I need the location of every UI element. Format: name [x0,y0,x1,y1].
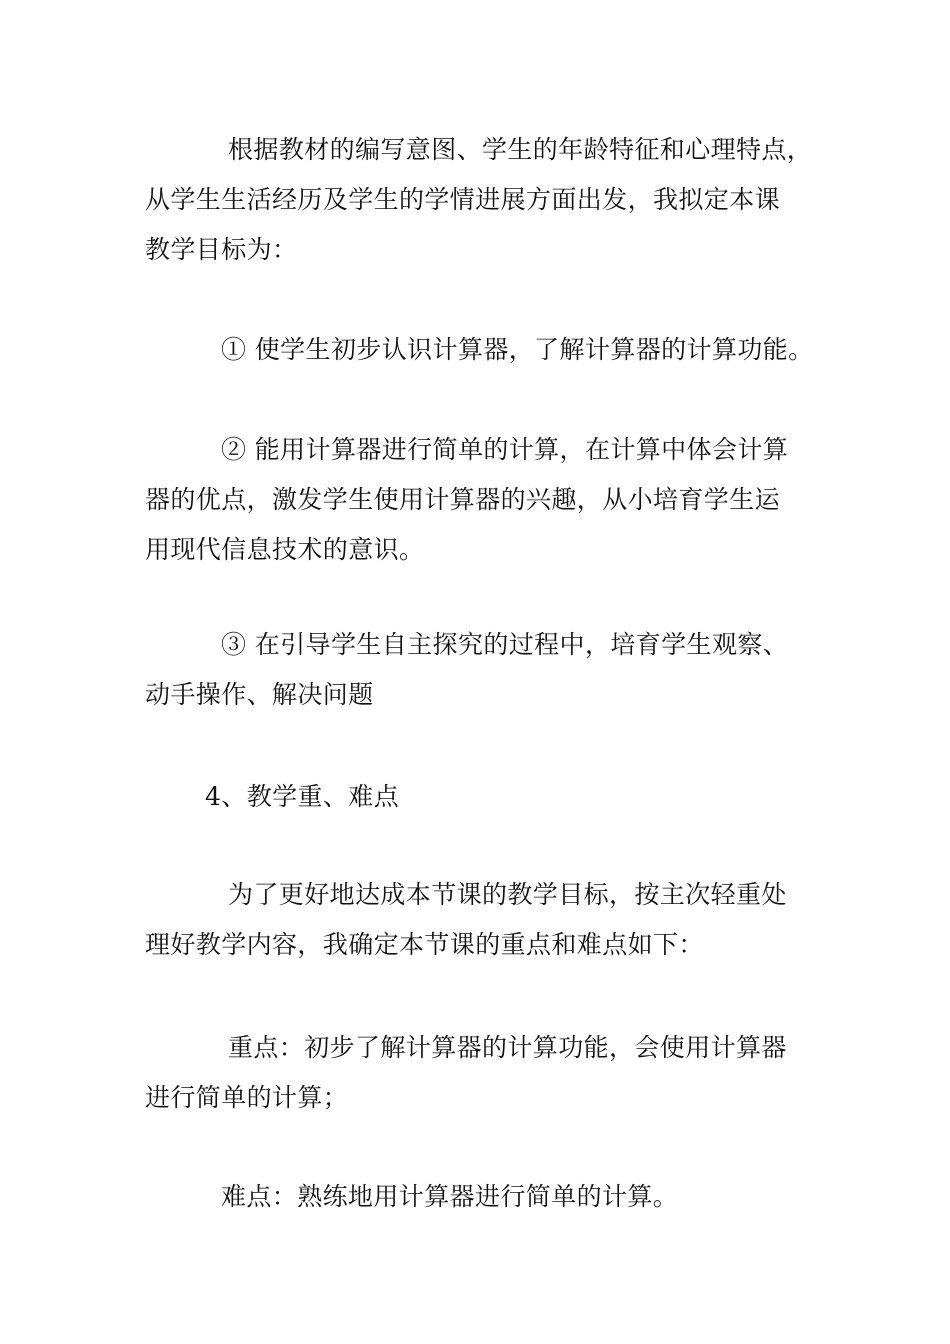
section-heading-key-points [145,772,815,822]
text-line: 为了更好地达成本节课的教学目标，按主次轻重处 [228,880,787,909]
text-line: 根据教材的编写意图、学生的年龄特征和心理特点， [228,135,813,164]
text-line: ① 使学生初步认识计算器，了解计算器的计算功能。 [221,335,814,364]
paragraph-goal-1 [145,325,815,375]
text-line: 4、教学重、难点 [205,782,400,811]
text-line: 用现代信息技术的意识。 [145,535,425,564]
paragraph-teaching-goals-intro [145,125,815,275]
paragraph-key-point [145,1023,815,1123]
paragraph-key-points-intro [145,870,815,970]
text-line: 器的优点，激发学生使用计算器的兴趣，从小培育学生运 [145,485,781,514]
paragraph-difficult-point [145,1172,815,1222]
text-line: 动手操作、解决问题 [145,680,374,709]
paragraph-goal-2 [145,425,815,575]
text-line: 难点：熟练地用计算器进行简单的计算。 [221,1182,679,1211]
text-line: ② 能用计算器进行简单的计算，在计算中体会计算 [221,435,789,464]
text-line: 教学目标为： [145,235,298,264]
text-line: 进行简单的计算； [145,1083,349,1112]
text-line: 从学生生活经历及学生的学情进展方面出发，我拟定本课 [145,185,781,214]
text-line: 重点：初步了解计算器的计算功能，会使用计算器 [228,1033,787,1062]
paragraph-goal-3 [145,620,815,720]
text-line: 理好教学内容，我确定本节课的重点和难点如下： [145,930,704,959]
text-line: ③ 在引导学生自主探究的过程中，培育学生观察、 [221,630,789,659]
